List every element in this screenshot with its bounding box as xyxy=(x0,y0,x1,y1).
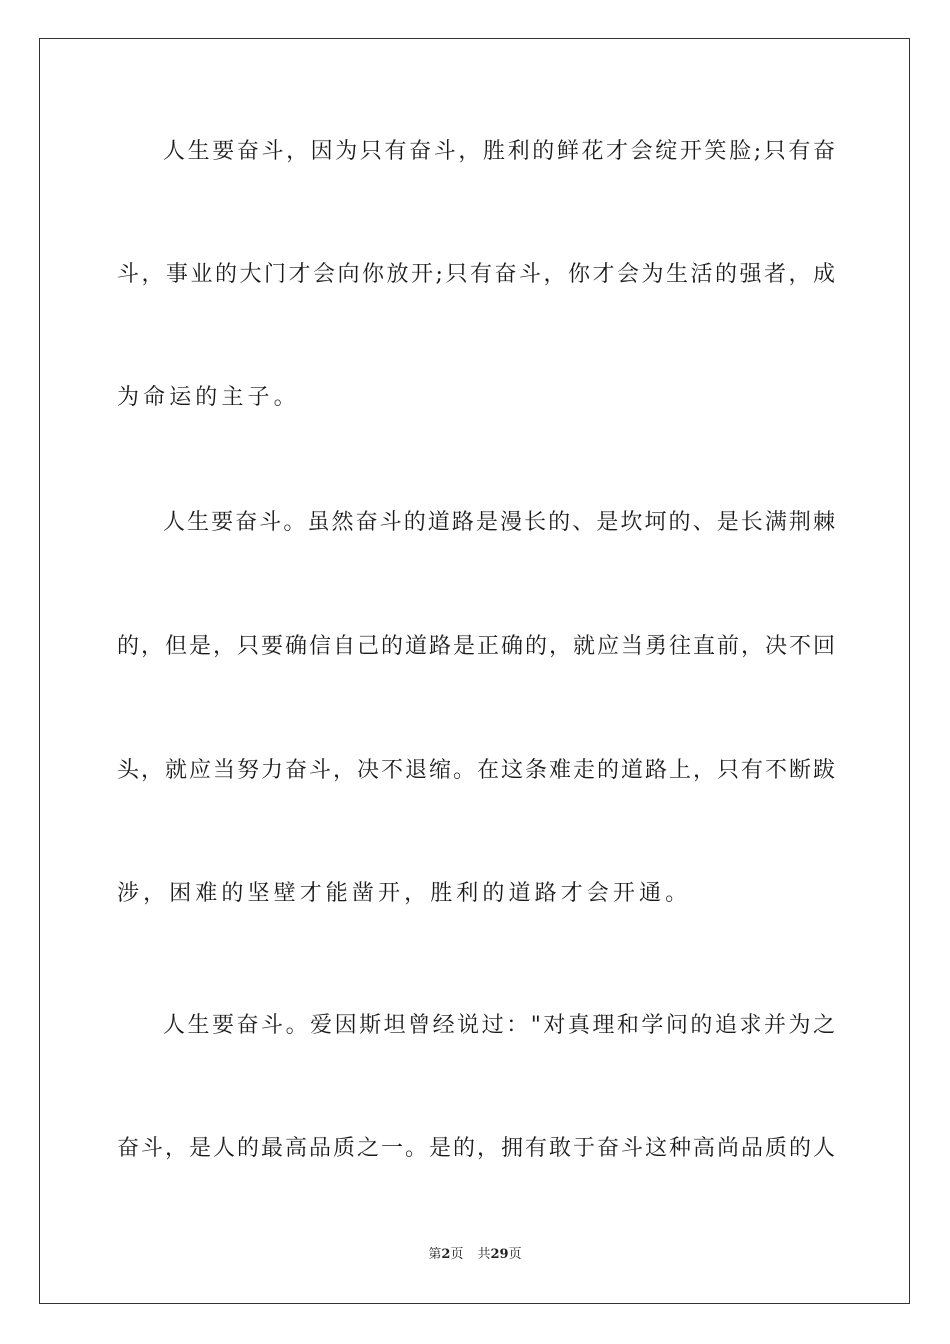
total-suffix: 页 xyxy=(508,1247,522,1262)
paragraph-3-line-2: 奋斗，是人的最高品质之一。是的，拥有敢于奋斗这种高尚品质的人 xyxy=(117,1136,835,1161)
page-prefix: 第 xyxy=(428,1247,442,1262)
page-footer xyxy=(0,1246,950,1264)
paragraph-1-line-3: 为命运的主子。 xyxy=(117,385,300,410)
paragraph-3-line-1: 人生要奋斗。爱因斯坦曾经说过："对真理和学问的追求并为之 xyxy=(163,1013,835,1038)
paragraph-1-line-2: 斗，事业的大门才会向你放开;只有奋斗，你才会为生活的强者，成 xyxy=(117,262,835,287)
paragraph-2-line-1: 人生要奋斗。虽然奋斗的道路是漫长的、是坎坷的、是长满荆棘 xyxy=(163,510,835,535)
total-pages: 29 xyxy=(490,1247,509,1262)
paragraph-2-line-2: 的，但是，只要确信自己的道路是正确的，就应当勇往直前，决不回 xyxy=(117,634,835,659)
page-number: 2 xyxy=(441,1247,451,1262)
paragraph-2-line-3: 头，就应当努力奋斗，决不退缩。在这条难走的道路上，只有不断跋 xyxy=(117,758,835,783)
paragraph-1-line-1: 人生要奋斗，因为只有奋斗，胜利的鲜花才会绽开笑脸;只有奋 xyxy=(163,139,835,164)
page-suffix: 页 xyxy=(450,1247,464,1262)
paragraph-2-line-4: 涉，困难的坚壁才能凿开，胜利的道路才会开通。 xyxy=(117,881,692,906)
total-prefix: 共 xyxy=(477,1247,491,1262)
page-border xyxy=(39,38,910,1304)
